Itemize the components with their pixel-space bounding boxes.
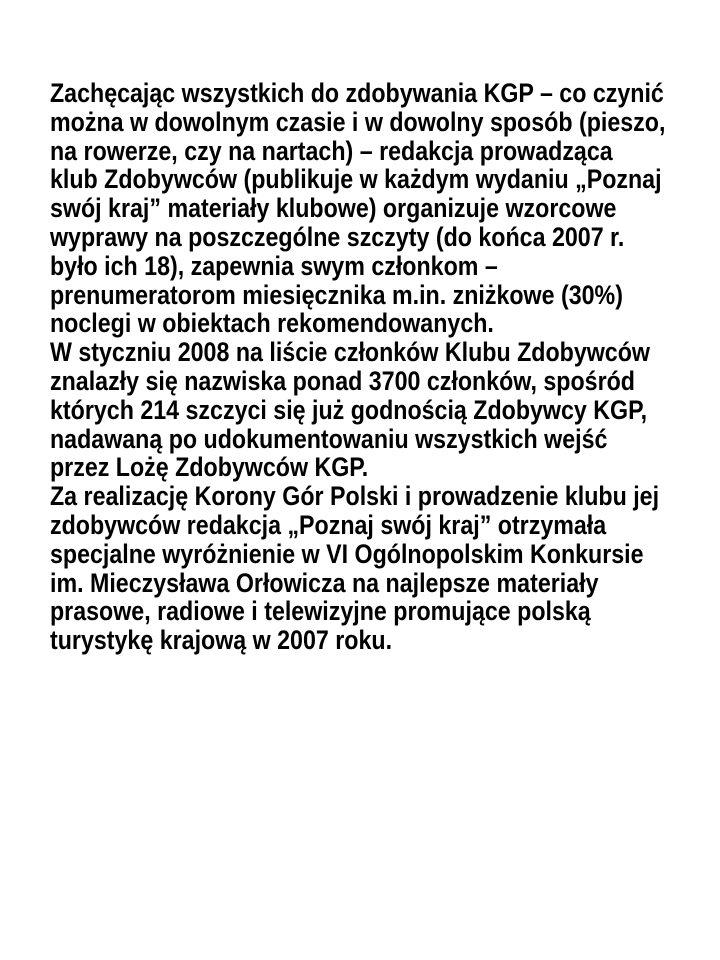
text-line: noclegi w obiektach rekomendowanych. bbox=[50, 308, 494, 339]
text-line: zdobywców redakcja „Poznaj swój kraj” otrzymała bbox=[50, 509, 607, 540]
text-line: swój kraj” materiały klubowe) organizuje wzorcowe bbox=[50, 193, 617, 224]
text-line: prasowe, radiowe i telewizyjne promujące polską bbox=[50, 596, 591, 627]
body-text bbox=[50, 79, 665, 655]
text-line: Zachęcając wszystkich do zdobywania KGP – co czynić bbox=[50, 78, 664, 108]
text-line: było ich 18), zapewnia swym członkom – bbox=[50, 250, 498, 281]
text-line: znalazły się nazwiska ponad 3700 członków, spośród bbox=[50, 365, 636, 396]
text-line: nadawaną po udokumentowaniu wszystkich wejść bbox=[50, 423, 608, 454]
text-line: klub Zdobywców (publikuje w każdym wydaniu „Poznaj bbox=[50, 164, 662, 195]
text-line: Za realizację Korony Gór Polski i prowadzenie klubu jej bbox=[50, 481, 660, 512]
text-line: których 214 szczyci się już godnością Zdobywcy KGP, bbox=[50, 394, 648, 425]
text-line: przez Lożę Zdobywców KGP. bbox=[50, 452, 369, 483]
text-line: specjalne wyróżnienie w VI Ogólnopolskim Konkursie bbox=[50, 538, 644, 569]
text-line: W styczniu 2008 na liście członków Klubu Zdobywców bbox=[50, 337, 650, 368]
paragraph-3 bbox=[50, 482, 665, 655]
text-line: im. Mieczysława Orłowicza na najlepsze materiały bbox=[50, 567, 599, 598]
text-line: na rowerze, czy na nartach) – redakcja prowadząca bbox=[50, 135, 613, 166]
text-line: można w dowolnym czasie i w dowolny sposób (pieszo, bbox=[50, 106, 666, 137]
paragraph-2 bbox=[50, 338, 665, 482]
text-line: turystykę krajową w 2007 roku. bbox=[50, 625, 393, 656]
text-line: wyprawy na poszczególne szczyty (do końca 2007 r. bbox=[50, 221, 625, 252]
text-line: prenumeratorom miesięcznika m.in. zniżkowe (30%) bbox=[50, 279, 623, 310]
paragraph-1 bbox=[50, 79, 665, 338]
